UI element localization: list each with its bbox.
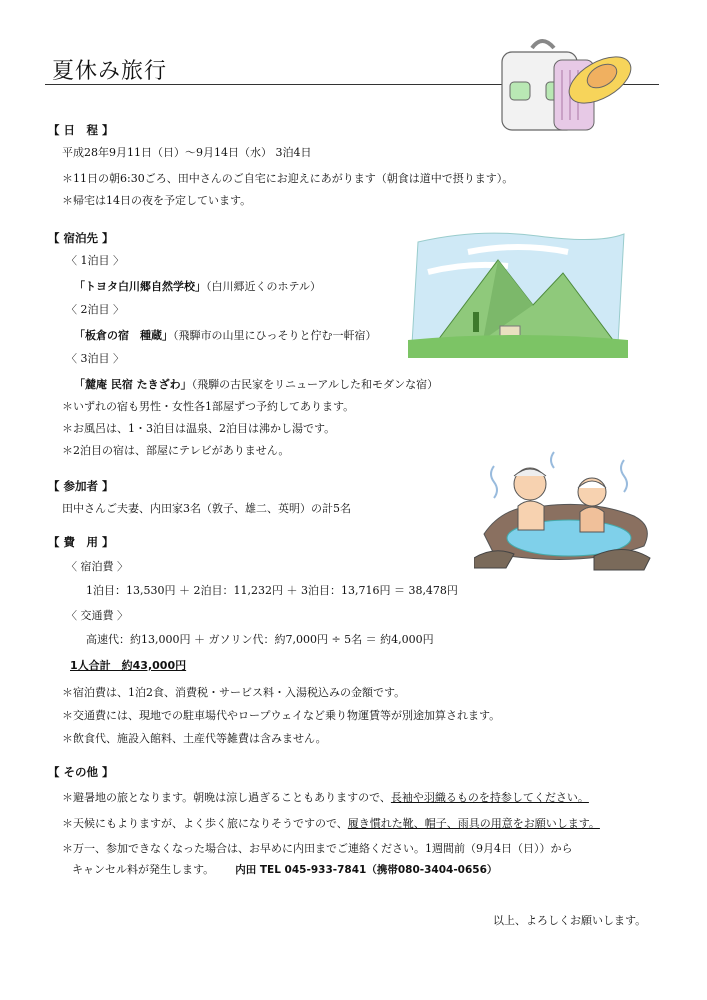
cost-heading: 【 費 用 】 <box>48 535 114 549</box>
night-label: 〈 3泊目 〉 <box>66 352 124 365</box>
schedule-dates: 平成28年9月11日（日）～9月14日（水） 3泊4日 <box>62 146 312 159</box>
other-note-text: ＊天候にもよりますが、よく歩く旅になりそうですので、 <box>62 817 348 830</box>
other-note-cont <box>72 858 497 877</box>
cancel-fee-text: キャンセル料が発生します。 <box>72 863 215 876</box>
other-heading: 【 その他 】 <box>48 765 114 779</box>
night-label: 〈 1泊目 〉 <box>66 254 124 267</box>
night-entry <box>74 373 438 392</box>
other-note-text: ＊避暑地の旅となります。朝晩は涼し過ぎることもありますので、 <box>62 791 391 804</box>
closing-text: 以上、よろしくお願いします。 <box>493 914 647 927</box>
lodging-note: ＊いずれの宿も男性・女性各1部屋ずつ予約してあります。 <box>62 400 355 413</box>
night-entry <box>74 324 377 343</box>
per-person-total: 1人合計 約43,000円 <box>70 659 187 672</box>
participants-text: 田中さんご夫妻、内田家3名（敦子、雄二、英明）の計5名 <box>62 502 351 515</box>
other-note-emphasis: 長袖や羽織るものを持参してください。 <box>390 791 589 804</box>
night-label: 〈 2泊目 〉 <box>66 303 124 316</box>
hotel-desc: （飛騨市の山里にひっそりと佇む一軒宿） <box>173 329 377 342</box>
lodging-cost-label: 〈 宿泊費 〉 <box>66 560 128 573</box>
hot-spring-illustration <box>474 446 654 578</box>
schedule-note: ＊帰宅は14日の夜を予定しています。 <box>62 194 252 207</box>
schedule-heading: 【 日 程 】 <box>48 123 114 137</box>
other-note <box>62 789 589 805</box>
schedule-note: ＊11日の朝6:30ごろ、田中さんのご自宅にお迎えにあがります（朝食は道中で摂ります）。 <box>62 172 514 185</box>
other-note: ＊万一、参加できなくなった場合は、お早めに内田までご連絡ください。1週間前（9月4日（日））から <box>62 842 573 855</box>
cost-note: ＊交通費には、現地での駐車場代やロープウェイなど乗り物運賃等が別途加算されます。 <box>62 709 501 722</box>
hotel-desc: （白川郷近くのホテル） <box>206 280 321 293</box>
mountain-illustration <box>408 222 628 362</box>
participants-heading: 【 参加者 】 <box>48 479 114 493</box>
hotel-name: 「トヨタ白川郷自然学校」 <box>74 280 206 293</box>
contact-info: 内田 TEL 045-933-7841（携帯080-3404-0656） <box>235 864 498 876</box>
lodging-note: ＊2泊目の宿は、部屋にテレビがありません。 <box>62 444 290 457</box>
page-title: 夏休み旅行 <box>52 59 168 84</box>
lodging-note: ＊お風呂は、1・3泊目は温泉、2泊目は沸かし湯です。 <box>62 422 336 435</box>
hotel-name: 「麓庵 民宿 たきざわ」 <box>74 378 192 391</box>
transport-cost-calc: 高速代：約13,000円 ＋ ガソリン代：約7,000円 ÷ 5名 ＝ 約4,000円 <box>86 633 434 646</box>
cost-note: ＊飲食代、施設入館料、土産代等雑費は含みません。 <box>62 732 327 745</box>
night-entry <box>74 275 321 294</box>
other-note <box>62 815 600 831</box>
luggage-illustration <box>492 30 642 135</box>
hotel-name: 「板倉の宿 種蔵」 <box>74 329 173 342</box>
lodging-heading: 【 宿泊先 】 <box>48 231 114 245</box>
cost-note: ＊宿泊費は、1泊2食、消費税・サービス料・入湯税込みの金額です。 <box>62 686 406 699</box>
other-note-emphasis: 履き慣れた靴、帽子、雨具の用意をお願いします。 <box>347 817 600 830</box>
transport-cost-label: 〈 交通費 〉 <box>66 609 128 622</box>
lodging-cost-calc: 1泊目：13,530円 ＋ 2泊目：11,232円 ＋ 3泊目：13,716円 ＝ 38,478円 <box>86 584 458 597</box>
hotel-desc: （飛騨の古民家をリニューアルした和モダンな宿） <box>191 378 439 391</box>
